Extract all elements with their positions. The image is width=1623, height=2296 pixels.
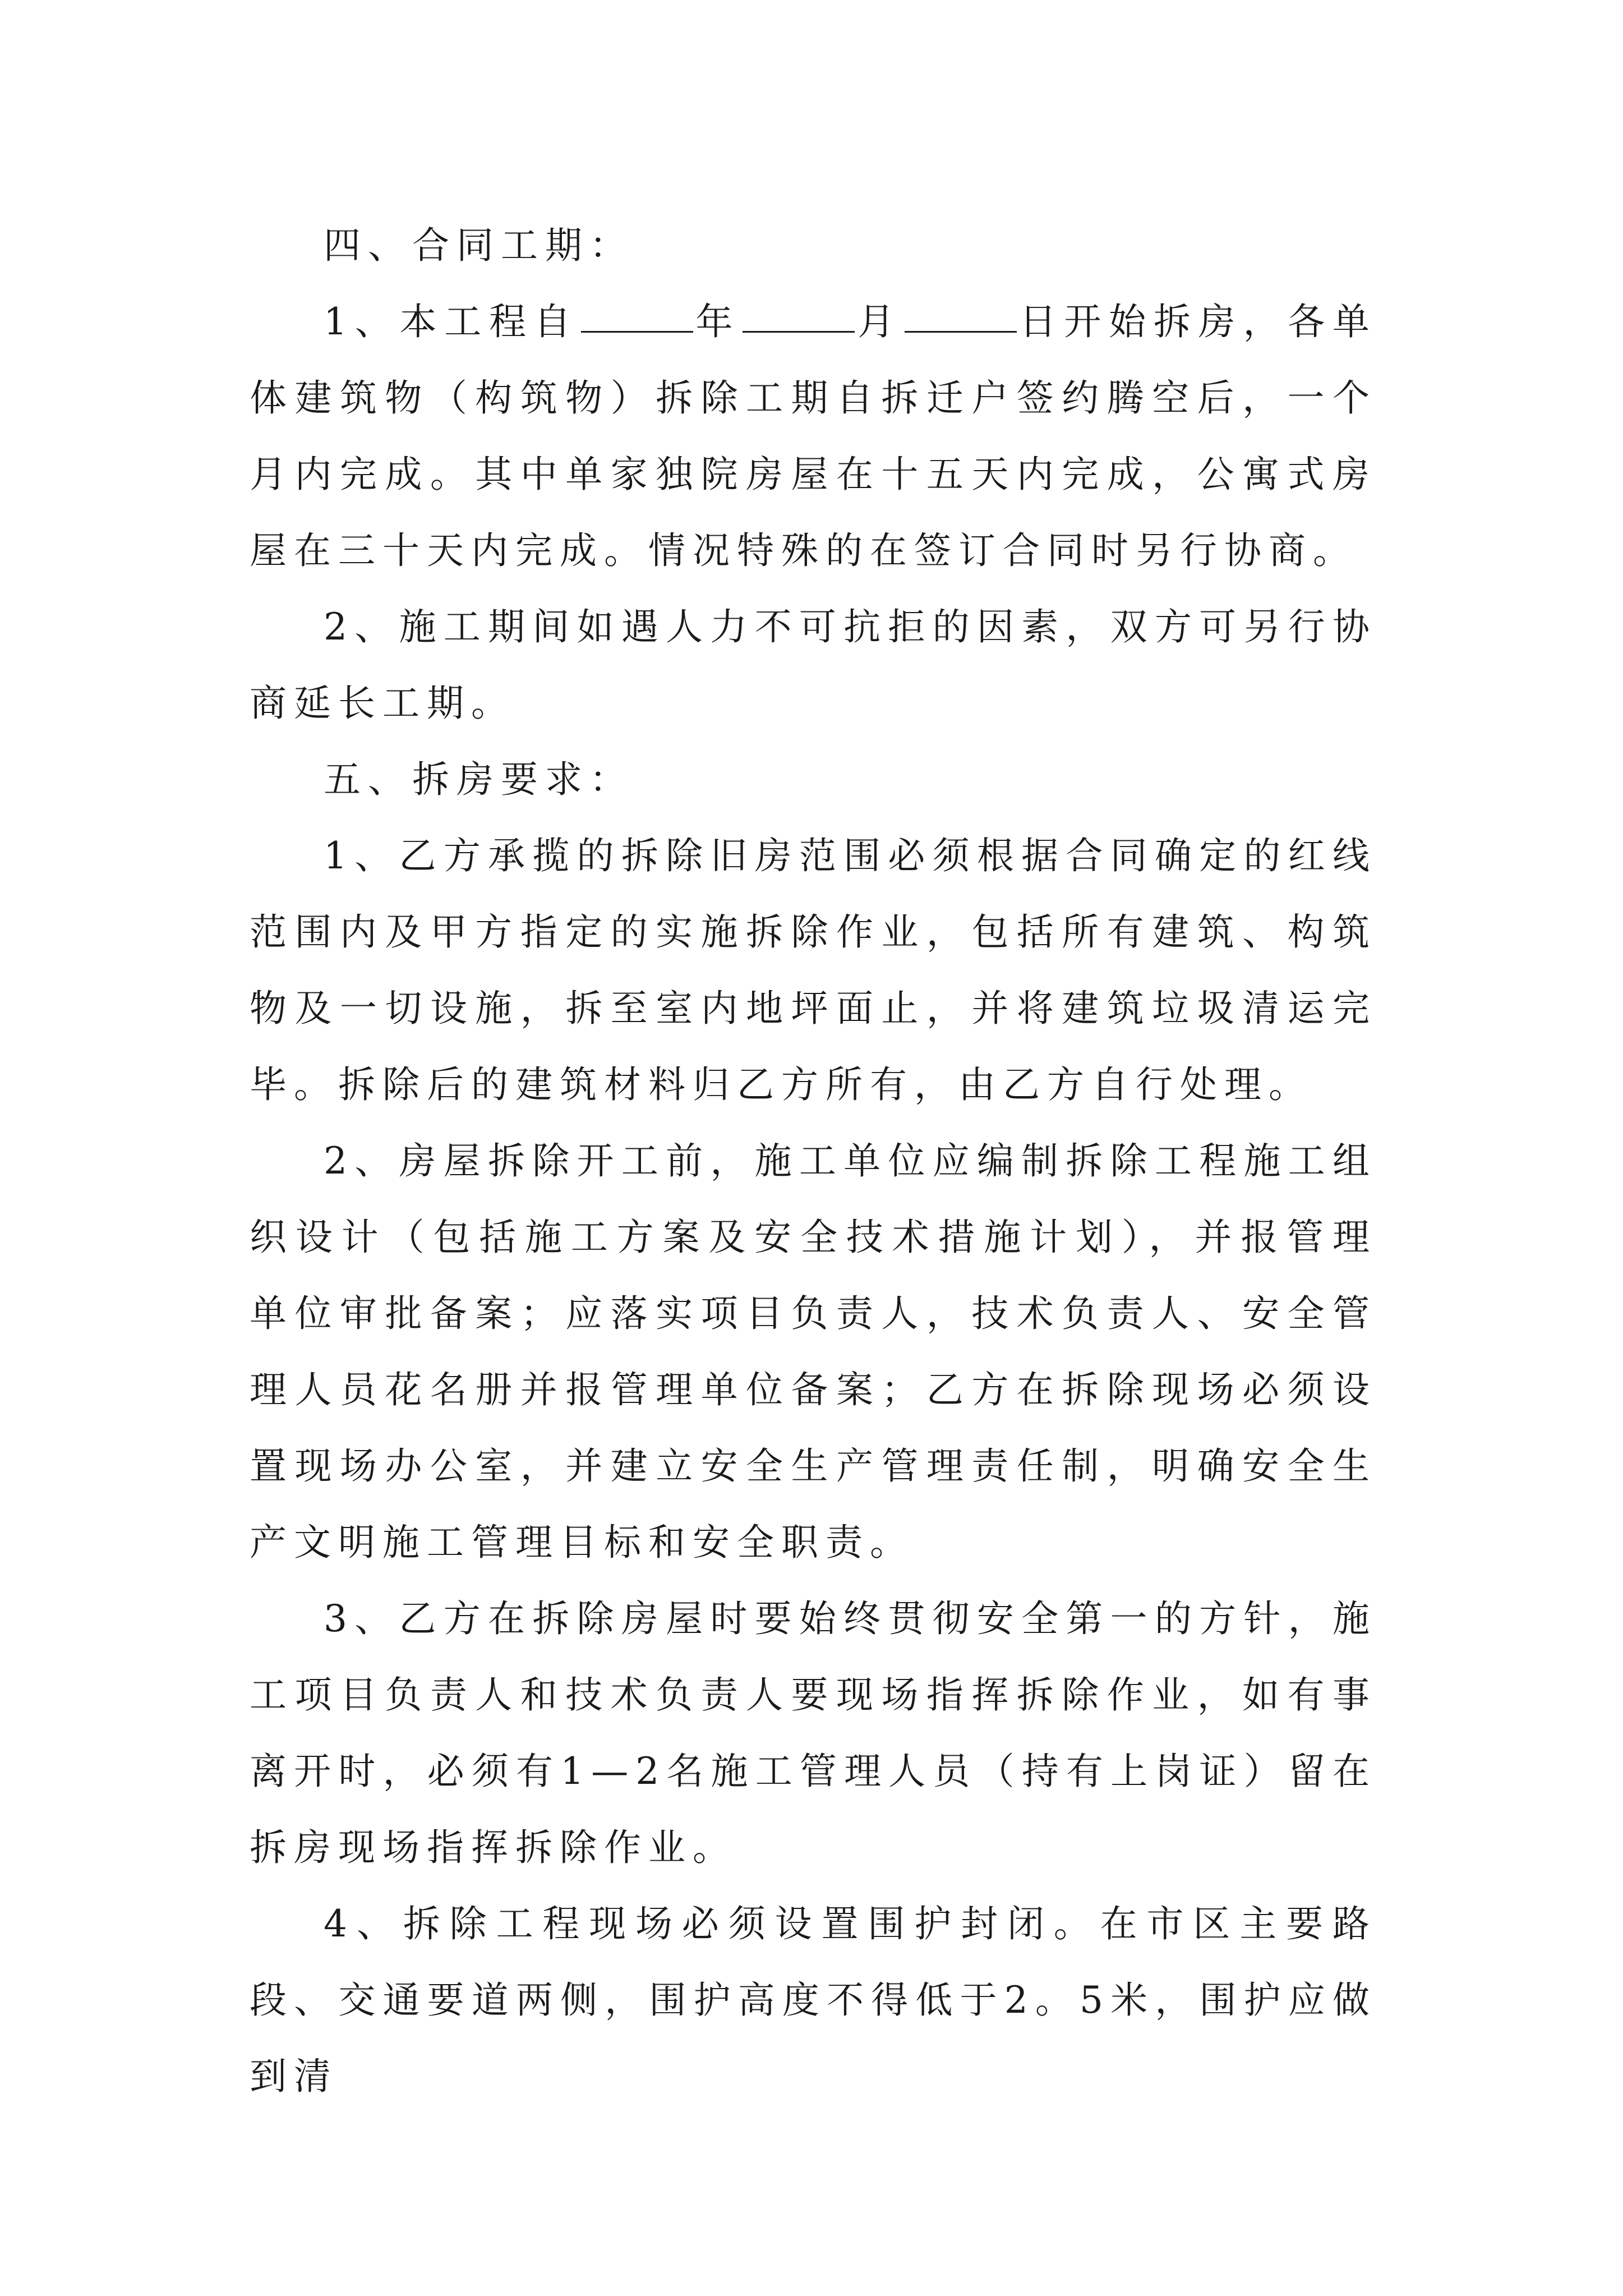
month-blank — [743, 330, 855, 333]
section-5-item-2: 2、房屋拆除开工前，施工单位应编制拆除工程施工组织设计（包括施工方案及安全技术措施计划），并报管理单位审批备案；应落实项目负责人，技术负责人、安全管理人员花名册并报管理单位备案；乙方在拆除现场必须设置现场办公室，并建立安全生产管理责任制，明确安全生产文明施工管理目标和安全职责。 — [250, 1139, 1377, 1564]
section-4-item-1-body: 日开始拆房，各单体建筑物（构筑物）拆除工期自拆迁户签约腾空后，一个月内完成。其中单家独院房屋在十五天内完成，公寓式房屋在三十天内完成。情况特殊的在签订合同时另行协商。 — [250, 300, 1377, 572]
section-4-item-1 — [250, 284, 1377, 589]
section-5-item-1: 1、乙方承揽的拆除旧房范围必须根据合同确定的红线范围内及甲方指定的实施拆除作业，包括所有建筑、构筑物及一切设施，拆至室内地坪面止，并将建筑垃圾清运完毕。拆除后的建筑材料归乙方所有，由乙方自行处理。 — [250, 834, 1377, 1106]
section-4-heading: 四、合同工期： — [324, 224, 634, 267]
section-5-heading: 五、拆房要求： — [324, 758, 634, 801]
document-body — [250, 208, 1377, 2115]
month-label: 月 — [857, 300, 902, 343]
date-prefix-text: 1、本工程自 — [324, 300, 579, 343]
day-blank — [905, 330, 1017, 333]
section-4-item-2: 2、施工期间如遇人力不可抗拒的因素，双方可另行协商延长工期。 — [250, 605, 1377, 725]
year-label: 年 — [695, 300, 741, 343]
year-blank — [581, 330, 693, 333]
section-5-item-4: 4、拆除工程现场必须设置围护封闭。在市区主要路段、交通要道两侧，围护高度不得低于2。5米，围护应做到清 — [250, 1902, 1377, 2098]
section-5-item-3: 3、乙方在拆除房屋时要始终贯彻安全第一的方针，施工项目负责人和技术负责人要现场指挥拆除作业，如有事离开时，必须有1—2名施工管理人员（持有上岗证）留在拆房现场指挥拆除作业。 — [250, 1597, 1377, 1869]
